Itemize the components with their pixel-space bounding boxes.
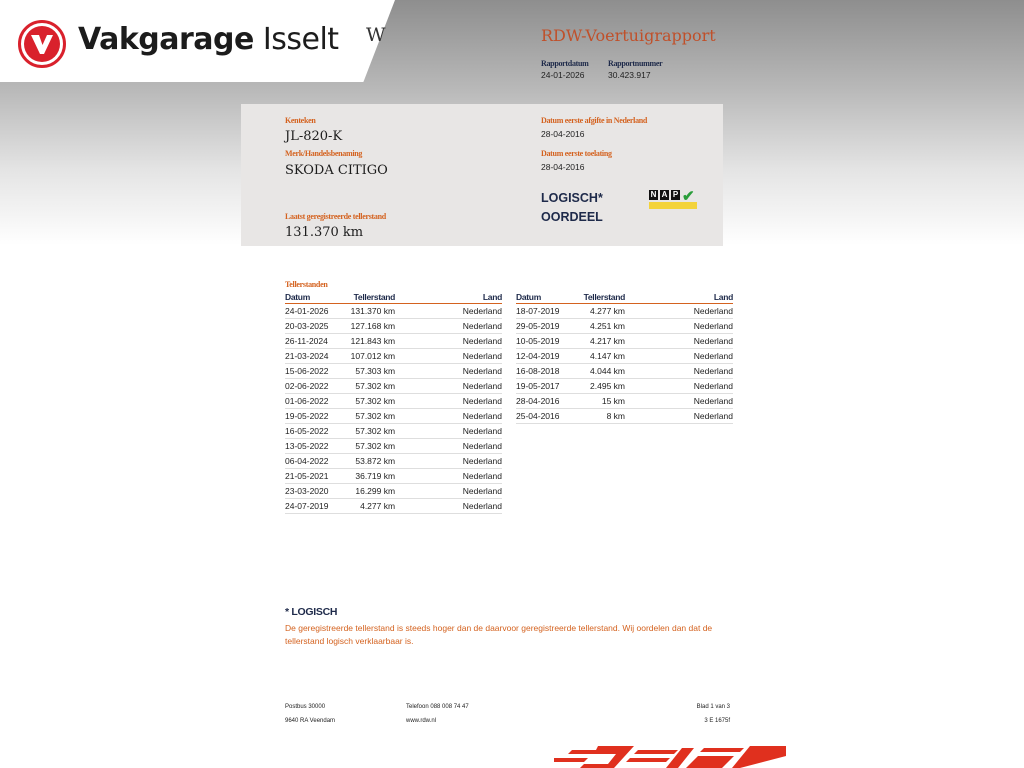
table-row <box>285 499 502 514</box>
row-country: Nederland <box>625 349 733 364</box>
row-country: Nederland <box>395 349 502 364</box>
row-reading: 127.168 km <box>351 319 395 334</box>
odometer-title: Tellerstanden <box>285 280 328 289</box>
make-label: Merk/Handelsbenaming <box>285 149 363 158</box>
report-date-label: Rapportdatum <box>541 59 589 68</box>
first-admission-value: 28-04-2016 <box>541 162 585 172</box>
row-date: 24-07-2019 <box>285 499 351 514</box>
row-country: Nederland <box>395 469 502 484</box>
header-date: Datum <box>285 292 351 304</box>
row-date: 21-03-2024 <box>285 349 351 364</box>
row-reading: 8 km <box>582 409 625 424</box>
table-row <box>285 439 502 454</box>
row-country: Nederland <box>395 379 502 394</box>
row-country: Nederland <box>625 304 733 319</box>
row-reading: 15 km <box>582 394 625 409</box>
row-country: Nederland <box>395 409 502 424</box>
report-date: 24-01-2026 <box>541 70 585 80</box>
row-reading: 57.302 km <box>351 424 395 439</box>
row-country: Nederland <box>395 499 502 514</box>
header-country: Land <box>625 292 733 304</box>
partial-header-letter: W <box>366 24 386 46</box>
table-row <box>516 319 733 334</box>
rdw-logo-icon <box>554 746 786 768</box>
footnote-text: De geregistreerde tellerstand is steeds hoger dan de daarvoor geregistreerde tellerstand. Wij oordelen dan dat de tellerstand logisch verklaarbaar is. <box>285 623 713 646</box>
table-row <box>285 349 502 364</box>
mileage-value: 131.370 km <box>285 225 364 240</box>
table-header-row <box>285 292 502 304</box>
table-row <box>285 319 502 334</box>
row-reading: 4.044 km <box>582 364 625 379</box>
footer-phone: Telefoon 088 008 74 47 <box>406 704 469 710</box>
row-reading: 57.302 km <box>351 409 395 424</box>
row-date: 21-05-2021 <box>285 469 351 484</box>
row-country: Nederland <box>395 424 502 439</box>
row-date: 20-03-2025 <box>285 319 351 334</box>
row-date: 10-05-2019 <box>516 334 582 349</box>
row-reading: 4.147 km <box>582 349 625 364</box>
row-date: 12-04-2019 <box>516 349 582 364</box>
row-country: Nederland <box>625 379 733 394</box>
verdict-line2: OORDEEL <box>541 210 603 224</box>
row-country: Nederland <box>625 394 733 409</box>
footer-code: 3 E 1675f <box>704 718 730 724</box>
row-reading: 57.302 km <box>351 394 395 409</box>
nap-letter-p: P <box>672 190 679 199</box>
report-number: 30.423.917 <box>608 70 651 80</box>
row-date: 16-05-2022 <box>285 424 351 439</box>
row-country: Nederland <box>625 409 733 424</box>
row-reading: 4.277 km <box>582 304 625 319</box>
header-reading: Tellerstand <box>583 292 625 302</box>
row-date: 19-05-2022 <box>285 409 351 424</box>
odometer-left-body <box>285 304 502 514</box>
table-row <box>516 394 733 409</box>
table-row <box>516 304 733 319</box>
row-date: 06-04-2022 <box>285 454 351 469</box>
odometer-table-left <box>285 292 502 514</box>
row-country: Nederland <box>395 484 502 499</box>
table-row <box>285 364 502 379</box>
table-row <box>285 409 502 424</box>
logo-text <box>78 22 339 57</box>
row-country: Nederland <box>625 319 733 334</box>
vakgarage-logo-icon <box>18 20 66 68</box>
verdict <box>541 189 603 227</box>
plate-value: JL-820-K <box>285 129 343 144</box>
row-date: 13-05-2022 <box>285 439 351 454</box>
table-row <box>285 394 502 409</box>
mileage-label: Laatst geregistreerde tellerstand <box>285 212 386 221</box>
table-row <box>516 409 733 424</box>
nap-letter-n: N <box>650 190 657 199</box>
row-country: Nederland <box>625 334 733 349</box>
table-header-row <box>516 292 733 304</box>
plate-label: Kenteken <box>285 116 316 125</box>
row-date: 15-06-2022 <box>285 364 351 379</box>
table-row <box>285 379 502 394</box>
first-nl-value: 28-04-2016 <box>541 129 585 139</box>
row-date: 25-04-2016 <box>516 409 582 424</box>
row-reading: 53.872 km <box>351 454 395 469</box>
row-date: 01-06-2022 <box>285 394 351 409</box>
verdict-line1: LOGISCH* <box>541 191 603 205</box>
nap-letter-a: A <box>661 190 668 199</box>
row-country: Nederland <box>395 364 502 379</box>
row-reading: 4.277 km <box>351 499 395 514</box>
make-value: SKODA CITIGO <box>285 163 388 178</box>
logo-brand-rest: Isselt <box>253 22 339 57</box>
row-date: 16-08-2018 <box>516 364 582 379</box>
table-row <box>285 484 502 499</box>
row-reading: 57.302 km <box>351 379 395 394</box>
row-reading: 107.012 km <box>351 349 395 364</box>
row-reading: 57.302 km <box>351 439 395 454</box>
header-reading: Tellerstand <box>351 292 395 304</box>
row-date: 29-05-2019 <box>516 319 582 334</box>
row-reading: 121.843 km <box>351 334 395 349</box>
row-date: 02-06-2022 <box>285 379 351 394</box>
row-country: Nederland <box>625 364 733 379</box>
row-reading: 4.251 km <box>582 319 625 334</box>
row-reading: 16.299 km <box>351 484 395 499</box>
report-number-label: Rapportnummer <box>608 59 663 68</box>
table-row <box>285 454 502 469</box>
row-country: Nederland <box>395 319 502 334</box>
row-country: Nederland <box>395 304 502 319</box>
row-date: 28-04-2016 <box>516 394 582 409</box>
table-row <box>285 469 502 484</box>
footer-address-line2: 9640 RA Veendam <box>285 718 336 724</box>
table-row <box>516 364 733 379</box>
nap-check-icon: ✔ <box>682 188 695 205</box>
row-country: Nederland <box>395 334 502 349</box>
odometer-table-right <box>516 292 733 424</box>
header-date: Datum <box>516 292 582 304</box>
row-reading: 36.719 km <box>351 469 395 484</box>
footnote-title: * LOGISCH <box>285 606 338 618</box>
table-row <box>516 349 733 364</box>
row-country: Nederland <box>395 394 502 409</box>
row-date: 26-11-2024 <box>285 334 351 349</box>
row-country: Nederland <box>395 439 502 454</box>
footer-address-line1: Postbus 30000 <box>285 704 326 710</box>
row-date: 19-05-2017 <box>516 379 582 394</box>
table-row <box>285 334 502 349</box>
table-row <box>285 424 502 439</box>
row-reading: 131.370 km <box>351 304 395 319</box>
header-country: Land <box>395 292 502 304</box>
nap-logo-icon <box>649 189 697 209</box>
row-reading: 57.303 km <box>351 364 395 379</box>
table-row <box>285 304 502 319</box>
footer-page: Blad 1 van 3 <box>696 704 730 710</box>
row-reading: 2.495 km <box>582 379 625 394</box>
row-reading: 4.217 km <box>582 334 625 349</box>
table-row <box>516 334 733 349</box>
table-row <box>516 379 733 394</box>
row-country: Nederland <box>395 454 502 469</box>
logo-brand-bold: Vakgarage <box>78 22 254 57</box>
row-date: 24-01-2026 <box>285 304 351 319</box>
report-title: RDW-Voertuigrapport <box>541 26 716 45</box>
footer-website[interactable]: www.rdw.nl <box>406 718 437 724</box>
row-date: 23-03-2020 <box>285 484 351 499</box>
first-admission-label: Datum eerste toelating <box>541 149 612 158</box>
odometer-right-body <box>516 304 733 424</box>
row-date: 18-07-2019 <box>516 304 582 319</box>
first-nl-label: Datum eerste afgifte in Nederland <box>541 116 648 125</box>
